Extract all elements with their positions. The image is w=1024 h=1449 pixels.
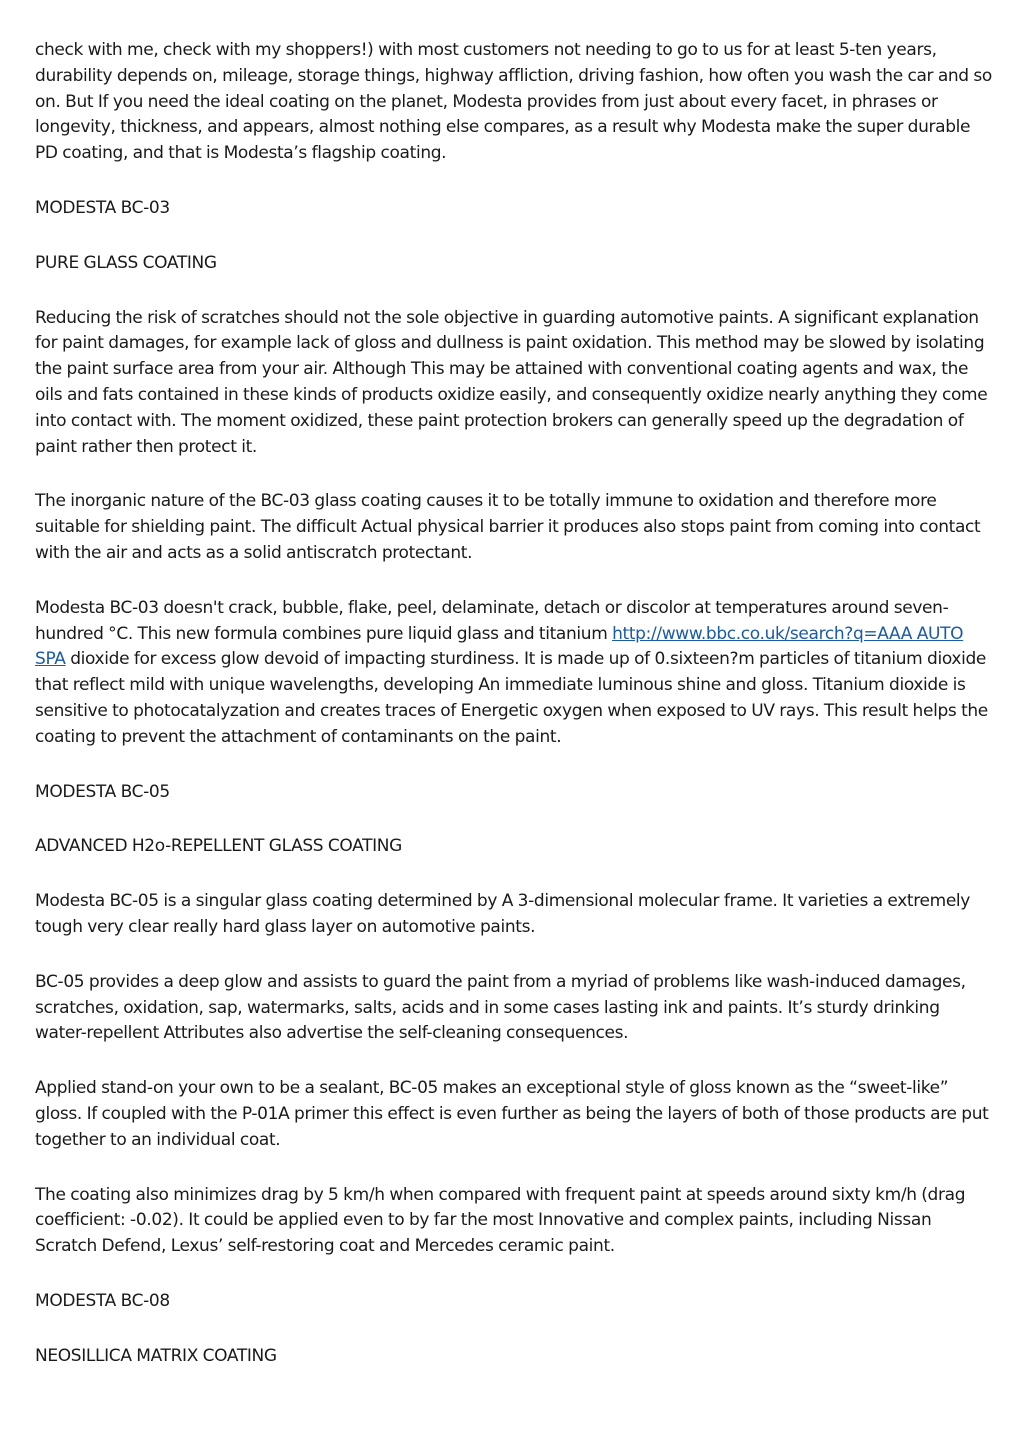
heading-bc08: MODESTA BC-08 [35,1290,170,1311]
subheading-bc05: ADVANCED H2o-REPELLENT GLASS COATING [35,836,402,857]
paragraph-intro: check with me, check with my shoppers!) with most customers not needing to go to us for at least 5-ten years, durability depends on, mileage, storage things, highway affliction, driving fashion, how often you wash the car and so on. But If you need the ideal coating on the planet, Modesta provides from just about every facet, in phrases or longevity, thickness, and appears, almost nothing else compares, as a result why Modesta make the super durable PD coating, and that is Modesta’s flagship coating. [35,40,992,164]
heading-bc03: MODESTA BC-03 [35,197,170,218]
bbc-search-link[interactable]: http://www.bbc.co.uk/search?q=AAA AUTO SPA [35,623,964,670]
document-body [35,38,995,1398]
paragraph-bc05-intro: Modesta BC-05 is a singular glass coating determined by A 3-dimensional molecular frame. It varieties a extremely tough very clear really hard glass layer on automotive paints. [35,891,971,937]
subheading-bc03: PURE GLASS COATING [35,252,217,273]
paragraph-bc03-formula [35,596,995,751]
paragraph-inorganic: The inorganic nature of the BC-03 glass coating causes it to be totally immune to oxidation and therefore more suitable for shielding paint. The difficult Actual physical barrier it produces also stops paint from coming into contact with the air and acts as a solid antiscratch protectant. [35,491,981,563]
paragraph-bc05-gloss: Applied stand-on your own to be a sealant, BC-05 makes an exceptional style of gloss known as the “sweet-like” gloss. If coupled with the P-01A primer this effect is even further as being the layers of both of those products are put together to an individual coat. [35,1078,989,1150]
heading-bc05: MODESTA BC-05 [35,781,170,802]
subheading-bc08: NEOSILLICA MATRIX COATING [35,1345,277,1366]
text-segment: dioxide for excess glow devoid of impacting sturdiness. It is made up of 0.sixteen?m particles of titanium dioxide that reflect mild with unique wavelengths, developing An immediate luminous shine and gloss. Titanium dioxide is sensitive to photocatalyzation and creates traces of Energetic oxygen when exposed to UV rays. This result helps the coating to prevent the attachment of contaminants on the paint. [35,649,988,747]
paragraph-bc05-drag: The coating also minimizes drag by 5 km/h when compared with frequent paint at speeds around sixty km/h (drag coefficient: -0.02). It could be applied even to by far the most Innovative and complex paints, including Nissan Scratch Defend, Lexus’ self-restoring coat and Mercedes ceramic paint. [35,1184,966,1257]
text-segment: Modesta BC-03 doesn't crack, bubble, flake, peel, delaminate, detach or discolor at temperatures around seven-hundred °C. This new formula combines pure liquid glass and titanium [35,597,949,644]
paragraph-bc05-protection: BC-05 provides a deep glow and assists to guard the paint from a myriad of problems like wash-induced damages, scratches, oxidation, sap, watermarks, salts, acids and in some cases lasting ink and paints. It’s sturdy drinking water-repellent Attributes also advertise the self-cleaning consequences. [35,971,966,1044]
paragraph-oxidation: Reducing the risk of scratches should not the sole objective in guarding automotive paints. A significant explanation for paint damages, for example lack of gloss and dullness is paint oxidation. This method may be slowed by isolating the paint surface area from your air. Although This may be attained with conventional coating agents and wax, the oils and fats contained in these kinds of products oxidize easily, and consequently oxidize nearly anything they come into contact with. The moment oxidized, these paint protection brokers can generally speed up the degradation of paint rather then protect it. [35,307,988,457]
